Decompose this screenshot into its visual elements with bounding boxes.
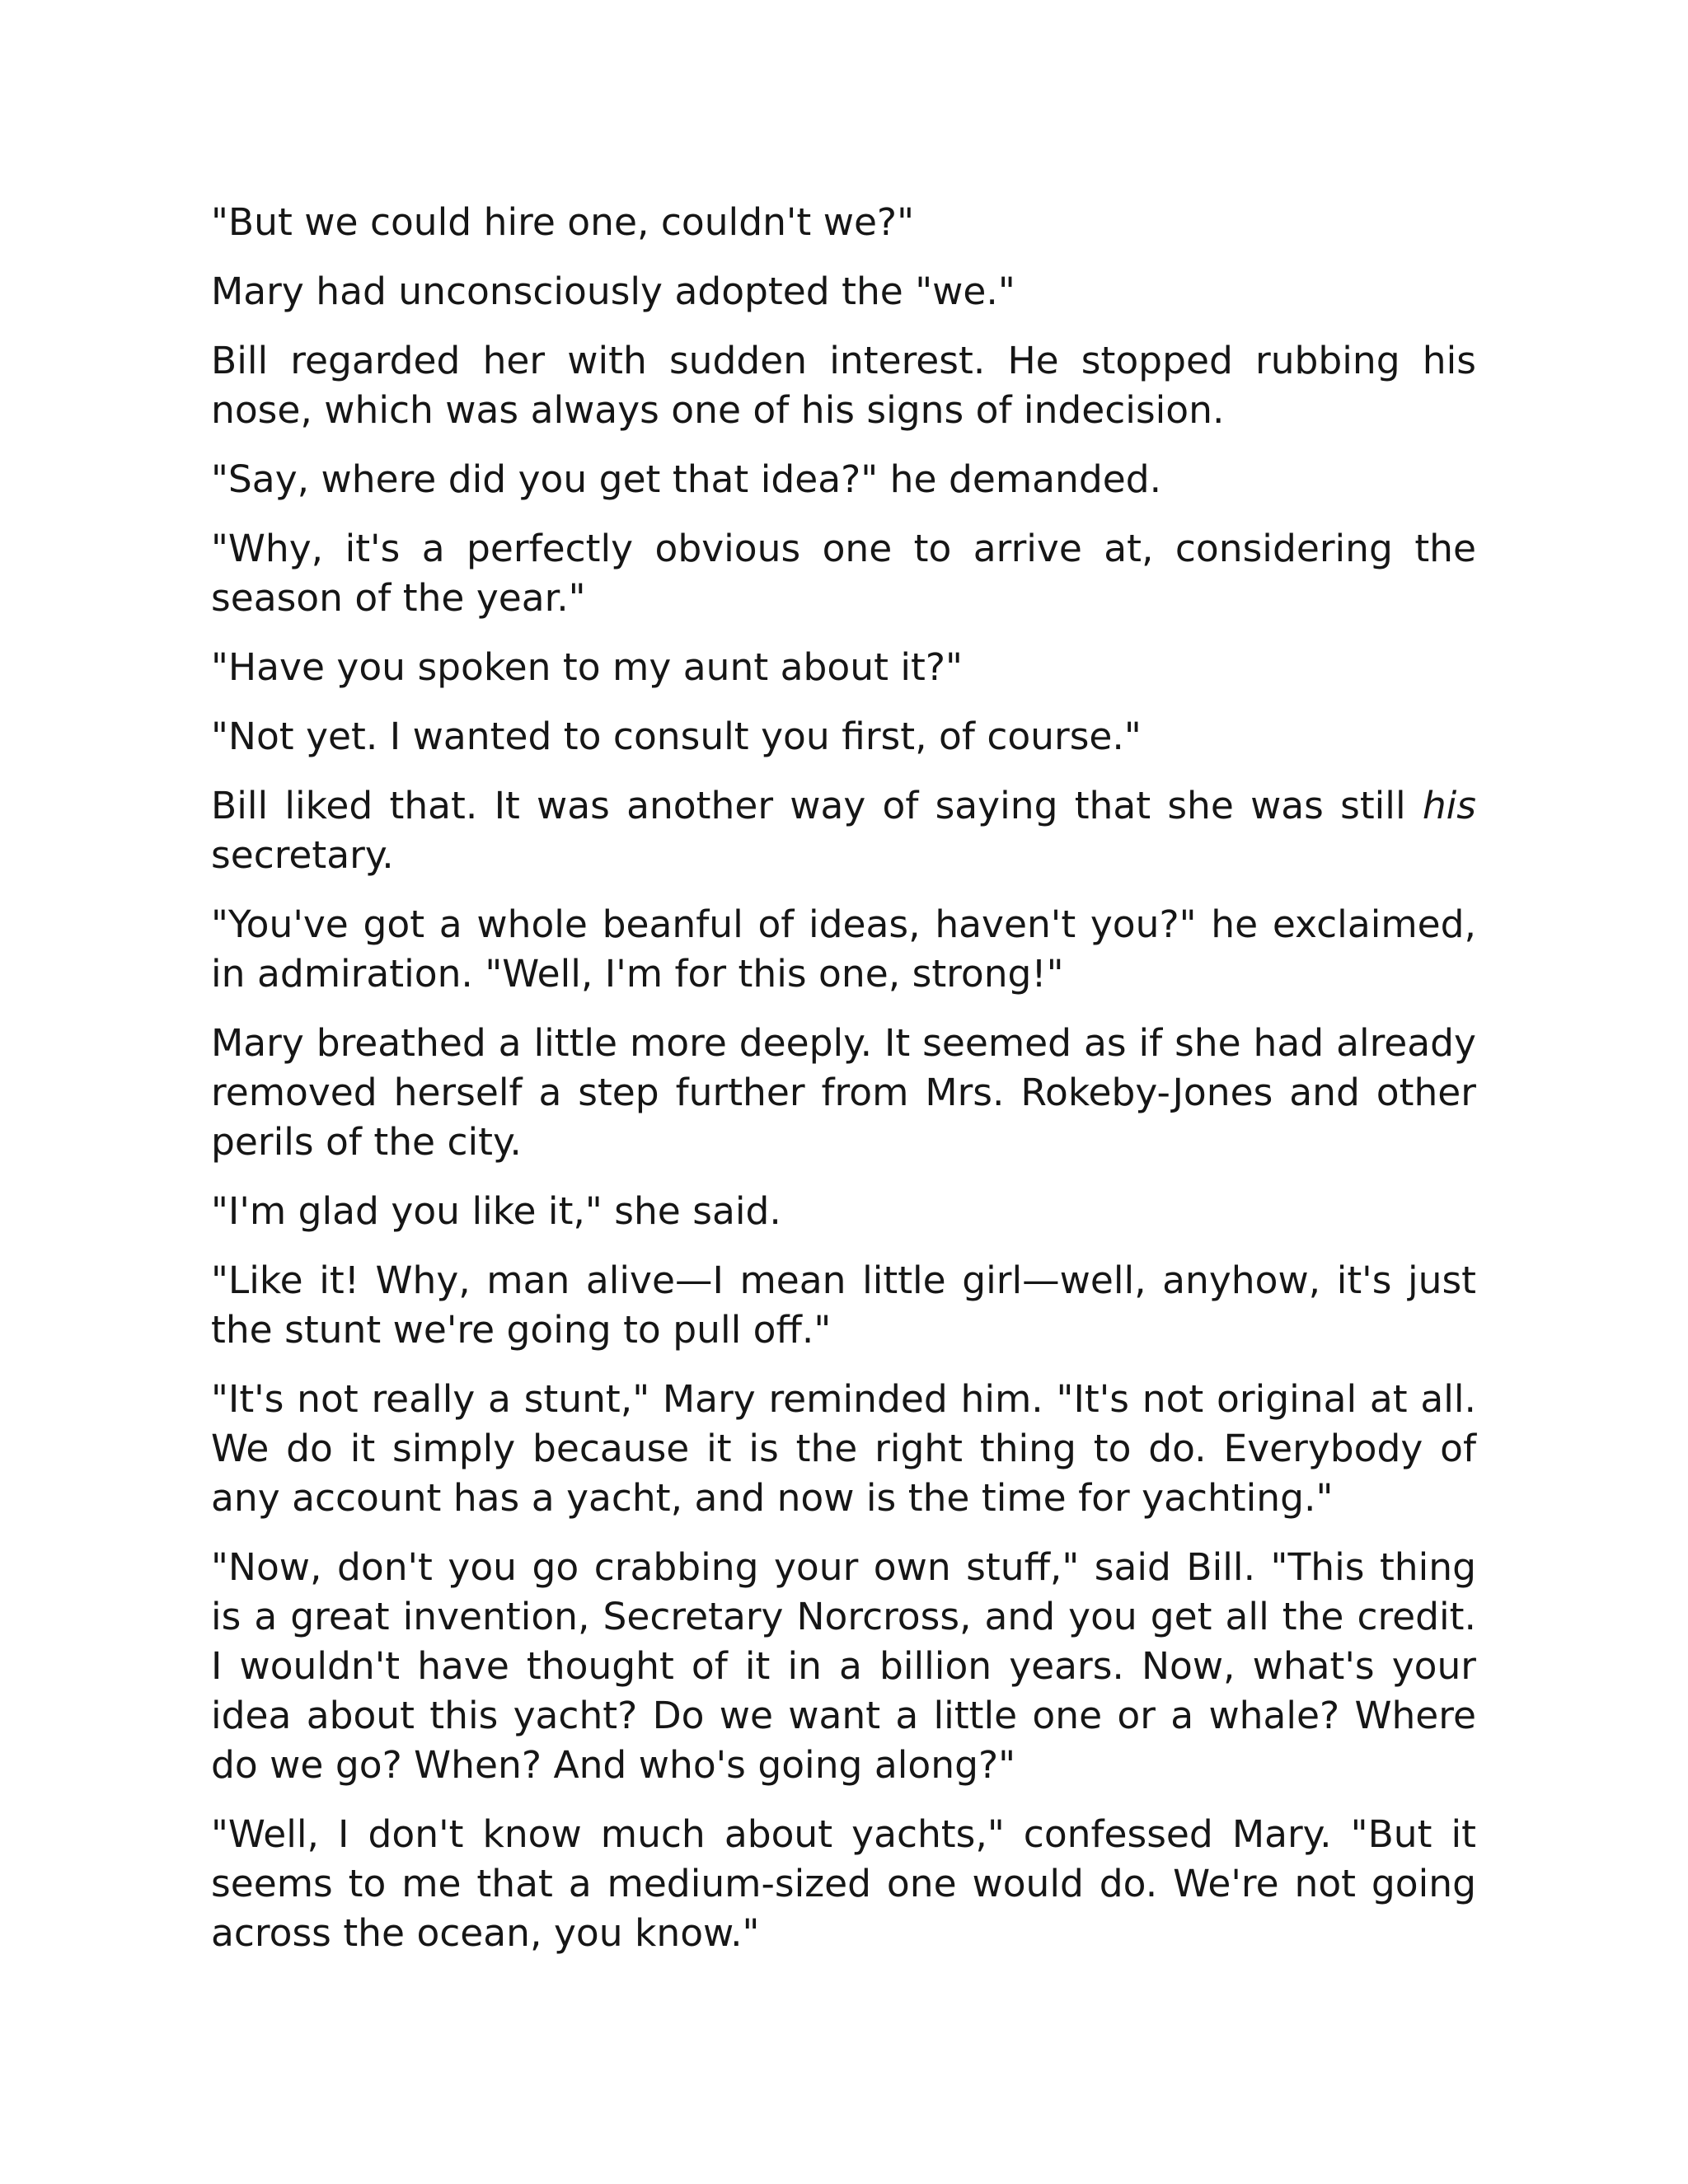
paragraph: "I'm glad you like it," she said. xyxy=(211,1189,781,1233)
paragraph: "Now, don't you go crabbing your own stuff," said Bill. "This thing is a great invention, Secretary Norcross, and you get all the credit. I wouldn't have thought of it in a billion years. Now, what's your idea about this yacht? Do we want a little one or a whale? Where do we go? When? And who's going along?" xyxy=(211,1545,1476,1787)
paragraph-text: Bill liked that. It was another way of saying that she was still xyxy=(211,784,1423,827)
paragraph: "Not yet. I wanted to consult you first, of course." xyxy=(211,715,1142,758)
paragraph xyxy=(211,781,1476,880)
paragraph: "You've got a whole beanful of ideas, haven't you?" he exclaimed, in admiration. "Well, I'm for this one, strong!" xyxy=(211,902,1476,996)
paragraph: "Have you spoken to my aunt about it?" xyxy=(211,645,963,689)
paragraph: Bill regarded her with sudden interest. He stopped rubbing his nose, which was always one of his signs of indecision. xyxy=(211,339,1476,432)
paragraph: "Say, where did you get that idea?" he demanded. xyxy=(211,457,1162,501)
paragraph: "But we could hire one, couldn't we?" xyxy=(211,200,915,244)
paragraph: "Why, it's a perfectly obvious one to arrive at, considering the season of the year." xyxy=(211,527,1476,620)
paragraph: "Like it! Why, man alive—I mean little girl—well, anyhow, it's just the stunt we're going to pull off." xyxy=(211,1258,1476,1352)
emphasized-word: his xyxy=(1422,784,1476,827)
paragraph-text: secretary. xyxy=(211,833,394,877)
paragraph: Mary had unconsciously adopted the "we." xyxy=(211,269,1015,313)
paragraph: "It's not really a stunt," Mary reminded him. "It's not original at all. We do it simply because it is the right thing to do. Everybody of any account has a yacht, and now is the time for yachting." xyxy=(211,1377,1476,1520)
book-page-text xyxy=(211,198,1476,1978)
paragraph: "Well, I don't know much about yachts," confessed Mary. "But it seems to me that a medium-sized one would do. We're not going across the ocean, you know." xyxy=(211,1812,1476,1955)
paragraph: Mary breathed a little more deeply. It seemed as if she had already removed herself a step further from Mrs. Rokeby-Jones and other perils of the city. xyxy=(211,1021,1476,1164)
